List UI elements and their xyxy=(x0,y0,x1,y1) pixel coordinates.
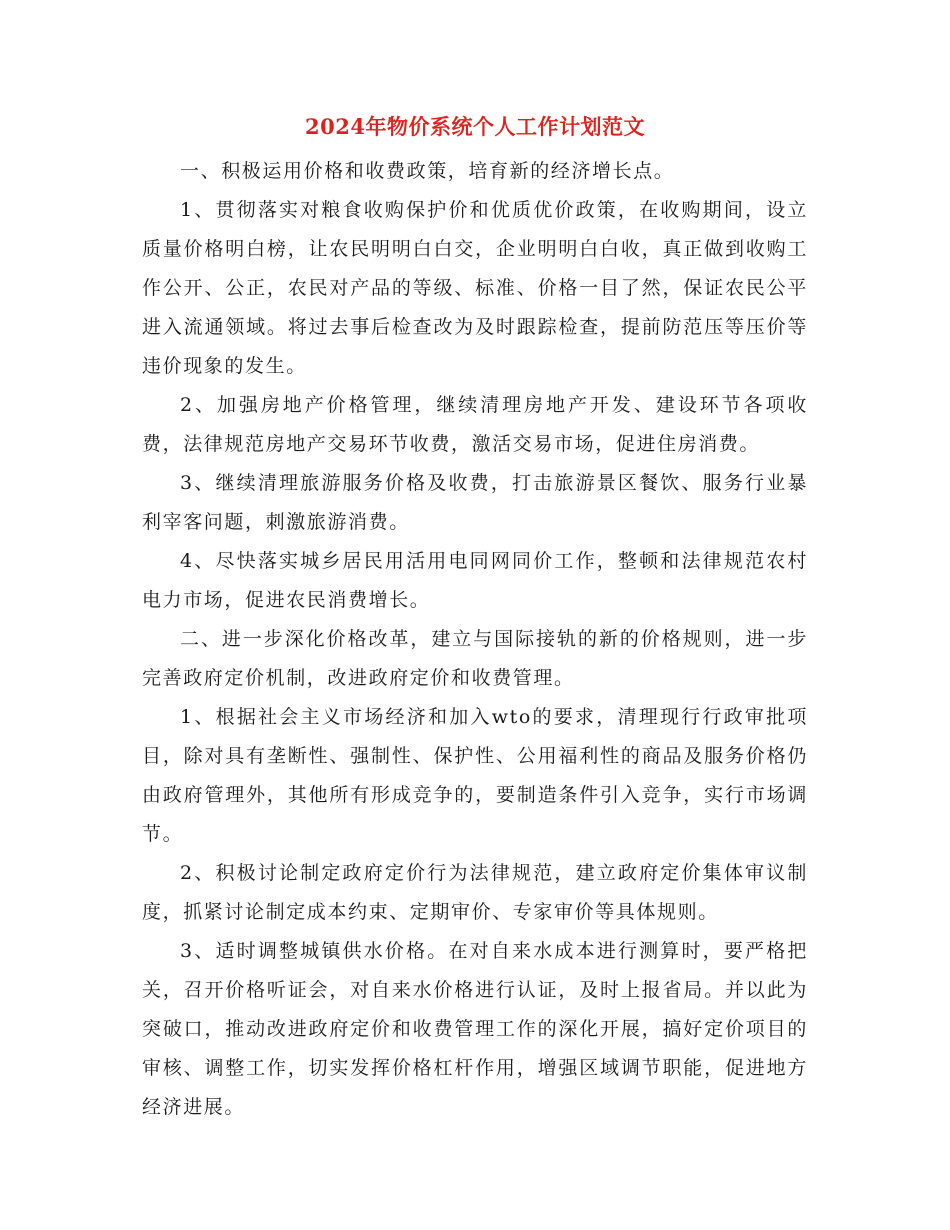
paragraph-section-2-heading: 二、进一步深化价格改革，建立与国际接轨的新的价格规则，进一步完善政府定价机制，改进政府定价和收费管理。 xyxy=(142,628,808,689)
paragraph-wto-review: 1、根据社会主义市场经济和加入wto的要求，清理现行行政审批项目，除对具有垄断性、强制性、保护性、公用福利性的商品及服务价格仍由政府管理外，其他所有形成竞争的，要制造条件引入竞争，实行市场调节。 xyxy=(142,706,808,845)
paragraph-water-price: 3、适时调整城镇供水价格。在对自来水成本进行测算时，要严格把关，召开价格听证会，对自来水价格进行认证，及时上报省局。并以此为突破口，推动改进政府定价和收费管理工作的深化开展，搞好定价项目的审核、调整工作，切实发挥价格杠杆作用，增强区域调节职能，促进地方经济进展。 xyxy=(142,940,808,1118)
paragraph-pricing-rules: 2、积极讨论制定政府定价行为法律规范，建立政府定价集体审议制度，抓紧讨论制定成本约束、定期审价、专家审价等具体规则。 xyxy=(142,862,808,923)
document-title: 2024年物价系统个人工作计划范文 xyxy=(305,114,645,139)
paragraph-section-1-heading: 一、积极运用价格和收费政策，培育新的经济增长点。 xyxy=(180,160,675,182)
paragraph-grain-purchase: 1、贯彻落实对粮食收购保护价和优质优价政策，在收购期间，设立质量价格明白榜，让农民明明白白交，企业明明白白收，真正做到收购工作公开、公正，农民对产品的等级、标准、价格一目了然，保证农民公平进入流通领域。将过去事后检查改为及时跟踪检查，提前防范压等压价等违价现象的发生。 xyxy=(142,199,808,377)
paragraph-real-estate: 2、加强房地产价格管理，继续清理房地产开发、建设环节各项收费，法律规范房地产交易环节收费，激活交易市场，促进住房消费。 xyxy=(142,394,808,455)
paragraph-electricity: 4、尽快落实城乡居民用活用电同网同价工作，整顿和法律规范农村电力市场，促进农民消费增长。 xyxy=(142,550,808,611)
document-body xyxy=(142,152,808,1127)
paragraph-tourism: 3、继续清理旅游服务价格及收费，打击旅游景区餐饮、服务行业暴利宰客问题，刺激旅游消费。 xyxy=(142,472,808,533)
